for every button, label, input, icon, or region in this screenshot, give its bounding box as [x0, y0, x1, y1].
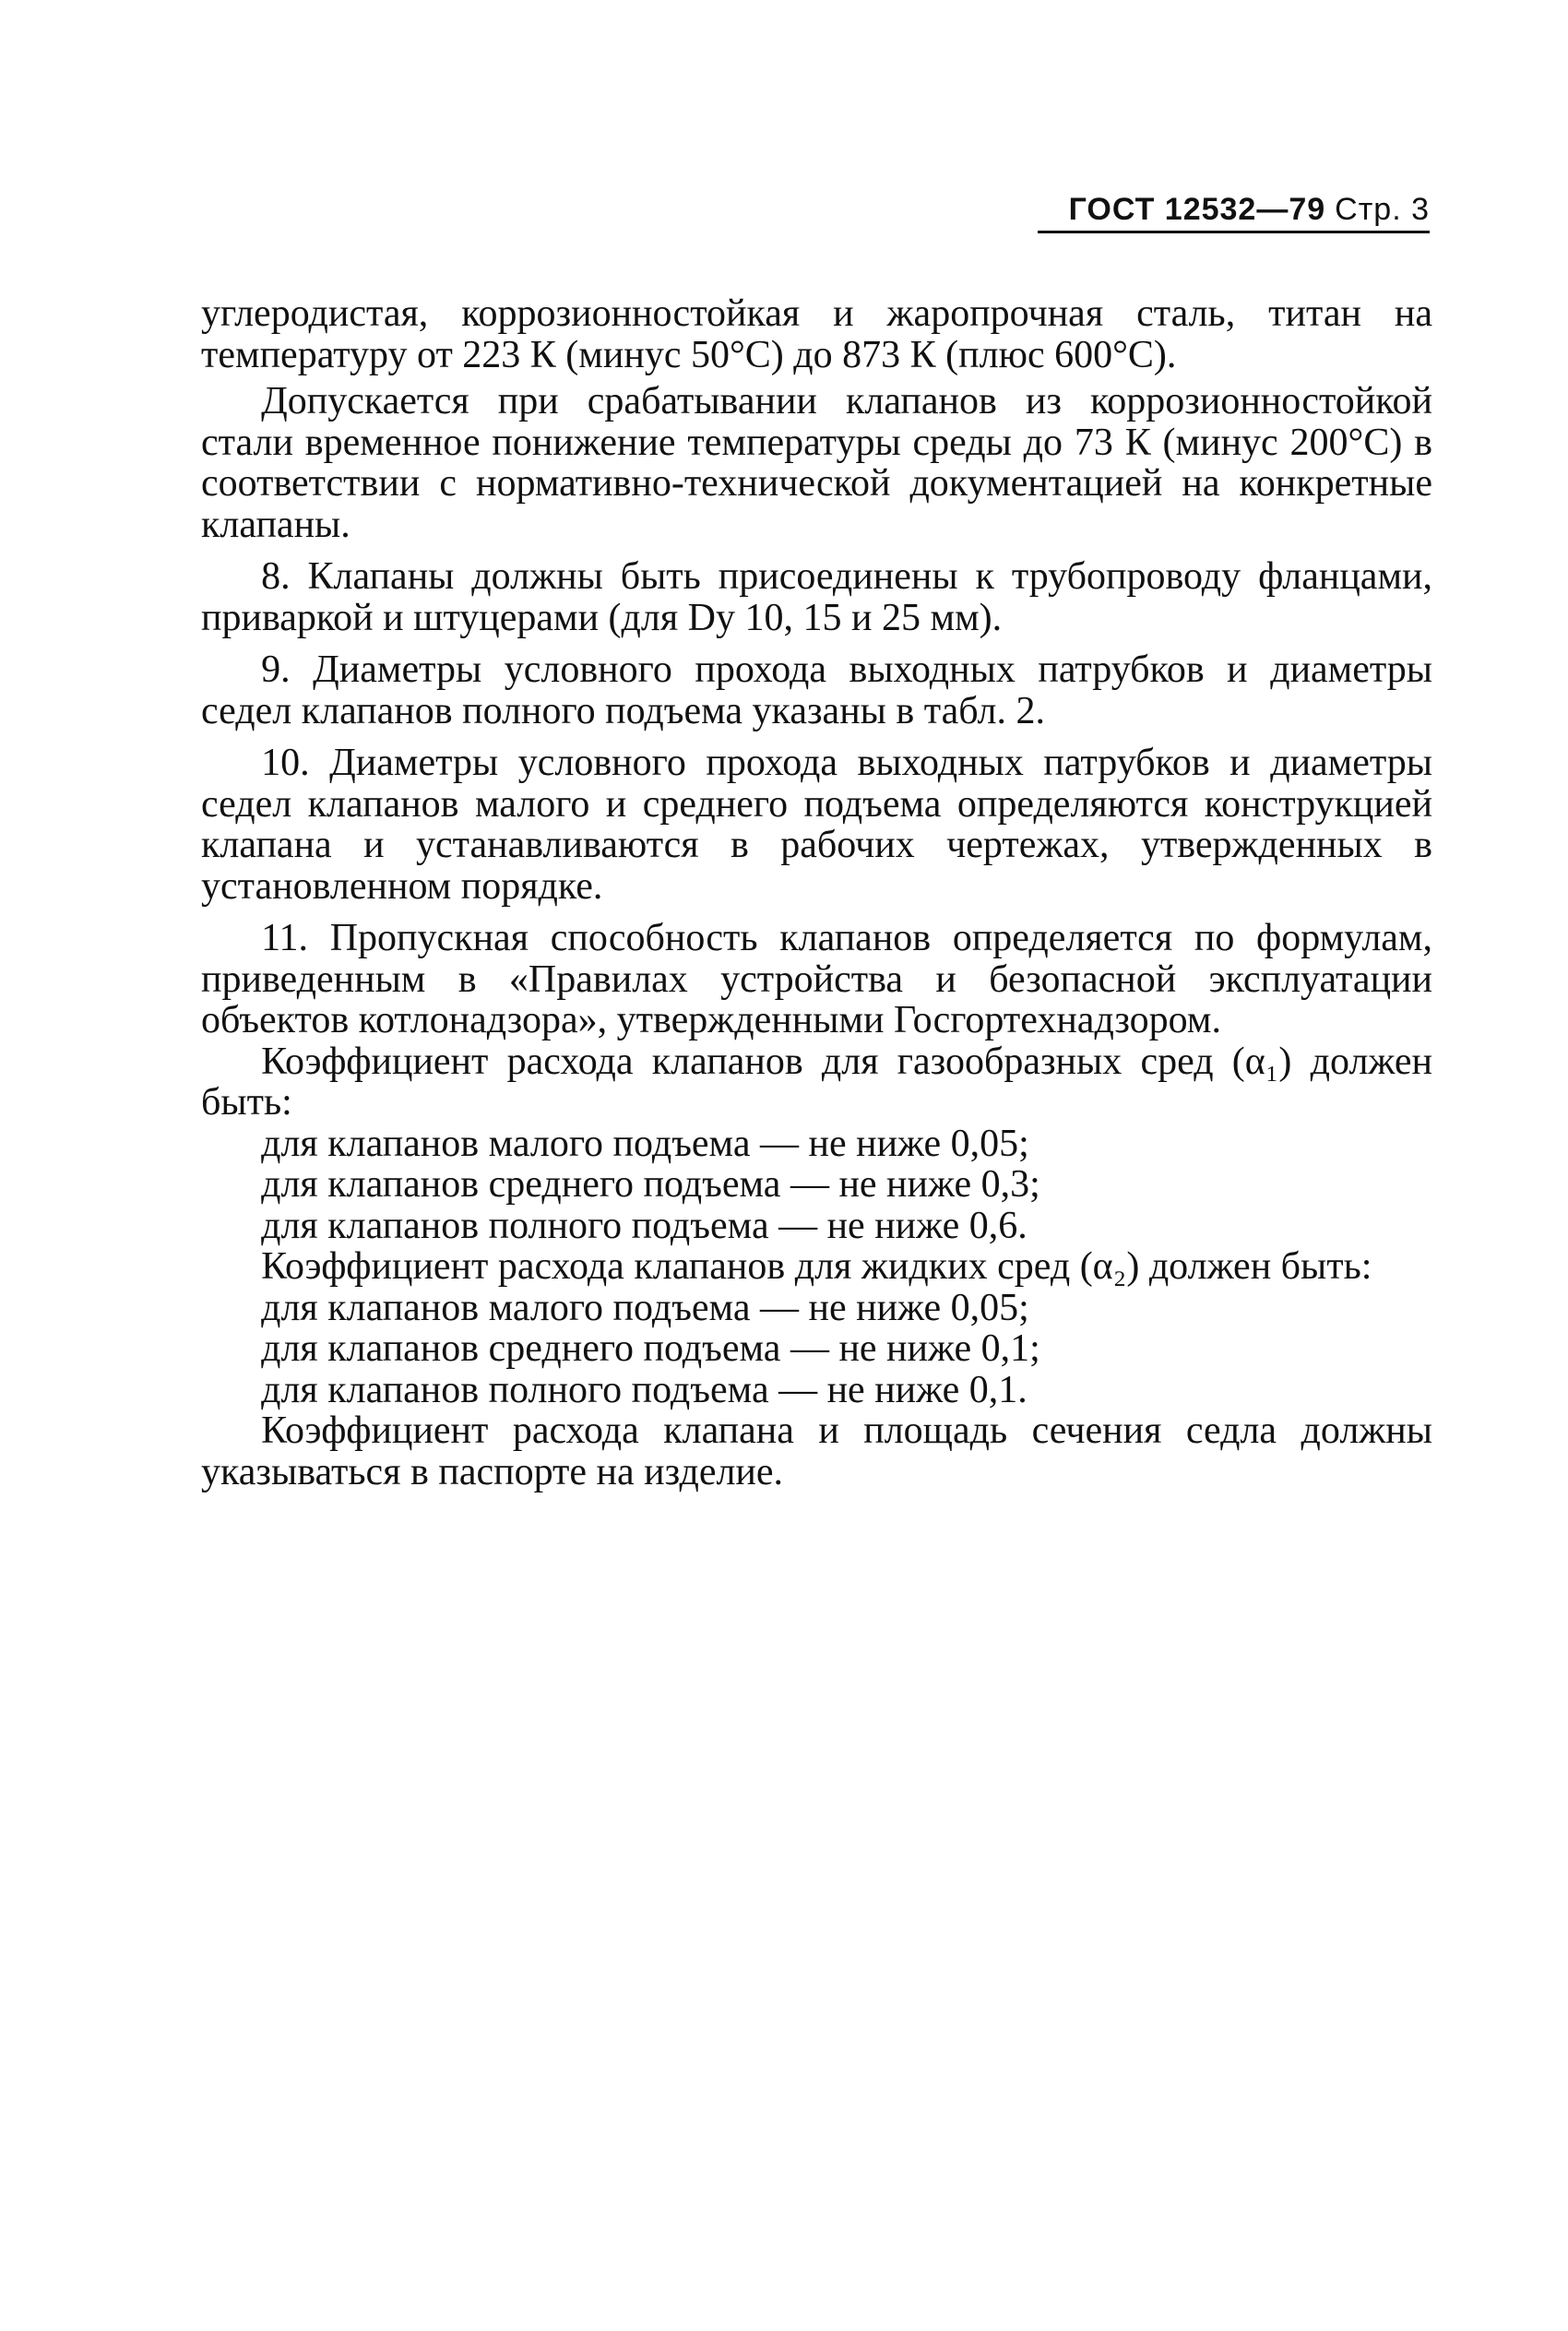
header-rule	[1038, 231, 1430, 233]
list-item: для клапанов полного подъема — не ниже 0,6.	[261, 1204, 1028, 1247]
paragraph-item-8: 8. Клапаны должны быть присоединены к трубопроводу фланцами, приваркой и штуцерами (для Dу 10, 15 и 25 мм).	[201, 555, 1432, 639]
gas-coefficient-list	[201, 1124, 1432, 1247]
paragraph-liquid-coefficient: Коэффициент расхода клапанов для жидких сред (α₂) должен быть:	[261, 1245, 1372, 1288]
list-item: для клапанов среднего подъема — не ниже 0,3;	[261, 1163, 1040, 1206]
running-header	[1069, 192, 1430, 228]
paragraph-item-10: 10. Диаметры условного прохода выходных патрубков и диаметры седел клапанов малого и среднего подъема определяются конструкцией клапана и устанавливаются в рабочих чертежах, утвержденных в установленном порядке.	[201, 742, 1432, 908]
liquid-coefficient-list	[201, 1288, 1432, 1411]
paragraph-continuation: углеродистая, коррозионностойкая и жаропрочная сталь, титан на температуру от 223 К (минус 50°С) до 873 К (плюс 600°С).	[201, 292, 1432, 376]
body-text	[201, 293, 1432, 1493]
list-item: для клапанов полного подъема — не ниже 0,1.	[261, 1368, 1028, 1411]
document-code: ГОСТ 12532—79	[1068, 192, 1326, 227]
list-item: для клапанов малого подъема — не ниже 0,05;	[261, 1286, 1029, 1329]
page-number: Стр. 3	[1335, 192, 1430, 227]
paragraph-temperature-note: Допускается при срабатывании клапанов из коррозионностойкой стали временное понижение температуры среды до 73 К (минус 200°С) в соответствии с нормативно-технической документацией на конкретные клапаны.	[201, 380, 1432, 546]
paragraph-item-9: 9. Диаметры условного прохода выходных патрубков и диаметры седел клапанов полного подъема указаны в табл. 2.	[201, 648, 1432, 732]
paragraph-gas-coefficient: Коэффициент расхода клапанов для газообразных сред (α₁) должен быть:	[201, 1040, 1432, 1124]
paragraph-item-11: 11. Пропускная способность клапанов определяется по формулам, приведенным в «Правилах устройства и безопасной эксплуатации объектов котлонадзора», утвержденными Госгортехнадзором.	[201, 917, 1432, 1041]
list-item: для клапанов среднего подъема — не ниже 0,1;	[261, 1327, 1040, 1370]
list-item: для клапанов малого подъема — не ниже 0,05;	[261, 1122, 1029, 1165]
paragraph-passport-note: Коэффициент расхода клапана и площадь сечения седла должны указываться в паспорте на изделие.	[201, 1409, 1432, 1493]
